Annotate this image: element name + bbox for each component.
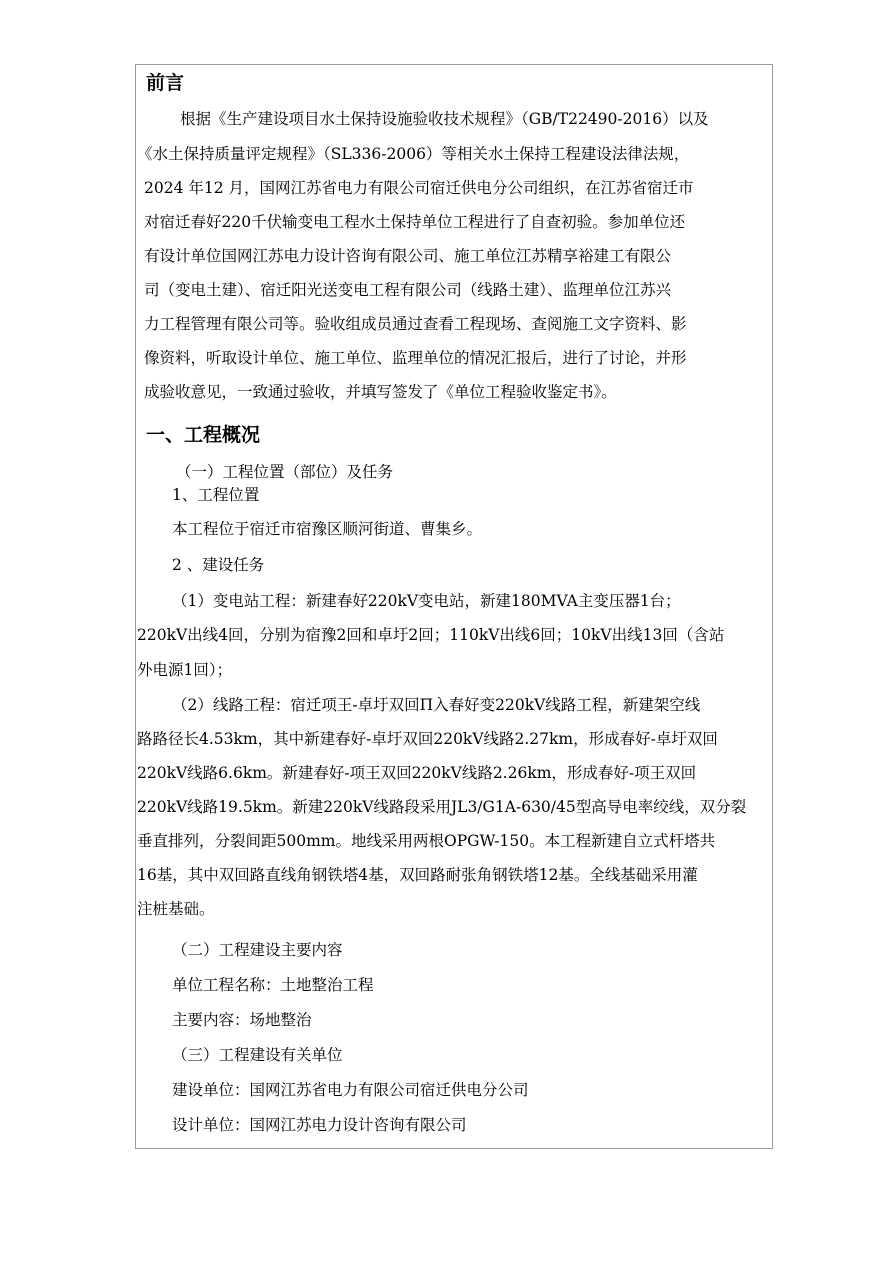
subsection-heading: （三）工程建设有关单位: [172, 1046, 343, 1064]
designer-text: 设计单位：国网江苏电力设计咨询有限公司: [172, 1116, 467, 1134]
preface-line: 有设计单位国网江苏电力设计咨询有限公司、施工单位江苏精享裕建工有限公: [144, 247, 672, 265]
preface-line: 力工程管理有限公司等。验收组成员通过查看工程现场、查阅施工文字资料、影: [144, 315, 687, 333]
section-title: 一、工程概况: [146, 424, 261, 446]
line-project-line: 220kV线路6.6km。新建春好-项王双回220kV线路2.26km，形成春好-项王双回: [137, 764, 697, 782]
preface-line: 像资料，听取设计单位、施工单位、监理单位的情况汇报后，进行了讨论，并形: [144, 349, 687, 367]
line-project-line: （2）线路工程：宿迁项王-卓圩双回Π入春好变220kV线路工程，新建架空线: [172, 696, 701, 714]
subsection-heading: （一）工程位置（部位）及任务: [176, 463, 394, 481]
preface-line: 成验收意见，一致通过验收，并填写签发了《单位工程验收鉴定书》。: [144, 383, 617, 401]
preface-line: 司（变电土建）、宿迁阳光送变电工程有限公司（线路土建）、监理单位江苏兴: [144, 281, 672, 299]
preface-line: 2024 年12 月，国网江苏省电力有限公司宿迁供电分公司组织，在江苏省宿迁市: [144, 179, 694, 197]
substation-line: 外电源1回）；: [137, 661, 233, 679]
line-project-line: 220kV线路19.5km。新建220kV线路段采用JL3/G1A-630/45型高导电率绞线，双分裂: [137, 798, 747, 816]
preface-line: 对宿迁春好220千伏输变电工程水土保持单位工程进行了自查初验。参加单位还: [144, 213, 686, 231]
line-project-line: 注桩基础。: [137, 900, 215, 918]
builder-text: 建设单位：国网江苏省电力有限公司宿迁供电分公司: [172, 1081, 529, 1099]
line-project-line: 路路径长4.53km，其中新建春好-卓圩双回220kV线路2.27km，形成春好-卓圩双回: [137, 730, 718, 748]
subsection-heading: （二）工程建设主要内容: [172, 941, 343, 959]
preface-line: 《水土保持质量评定规程》（SL336-2006）等相关水土保持工程建设法律法规，: [137, 145, 690, 163]
item-heading: 2 、建设任务: [172, 556, 265, 574]
preface-line: 根据《生产建设项目水土保持设施验收技术规程》（GB/T22490-2016）以及: [180, 110, 709, 128]
preface-title: 前言: [146, 72, 185, 94]
line-project-line: 垂直排列，分裂间距500mm。地线采用两根OPGW-150。本工程新建自立式杆塔共: [137, 832, 716, 850]
substation-line: 220kV出线4回，分别为宿豫2回和卓圩2回；110kV出线6回；10kV出线13回（含站: [137, 626, 725, 644]
location-text: 本工程位于宿迁市宿豫区顺河街道、曹集乡。: [172, 520, 483, 538]
substation-line: （1）变电站工程：新建春好220kV变电站，新建180MVA主变压器1台；: [172, 592, 681, 610]
line-project-line: 16基，其中双回路直线角钢铁塔4基，双回路耐张角钢铁塔12基。全线基础采用灌: [137, 866, 698, 884]
main-content-text: 主要内容：场地整治: [172, 1011, 312, 1029]
item-heading: 1、工程位置: [172, 486, 260, 504]
unit-name-text: 单位工程名称：土地整治工程: [172, 976, 374, 994]
